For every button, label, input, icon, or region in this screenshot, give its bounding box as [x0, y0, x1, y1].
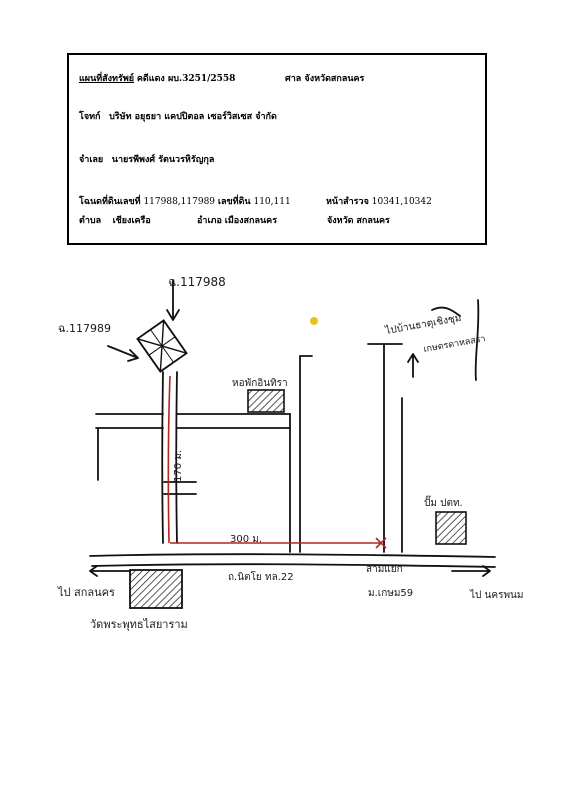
label-to-left: ไป สกลนคร [58, 586, 115, 599]
label-distance-vertical: 170 ม. [173, 449, 184, 482]
deed-label: โฉนดที่ดินเลขที่ [79, 197, 141, 207]
district-name: เมืองสกลนคร [224, 216, 278, 226]
province-line [327, 213, 390, 227]
label-temple: วัดพระพุทธไสยาราม [90, 618, 188, 631]
arrow-left [90, 566, 130, 576]
property-info-box [67, 53, 487, 245]
district-label: อำเภอ [197, 216, 222, 226]
label-soi: ม.เกษม59 [368, 588, 414, 599]
province-name: สกลนคร [356, 216, 390, 226]
label-deed-top: ฉ.117988 [168, 275, 226, 289]
defendant-name: นายรพีพงศ์ รัตนวรหิรัญกุล [111, 155, 215, 165]
survey-no: 10341,10342 [371, 197, 432, 207]
land-no-label: เลขที่ดิน [217, 197, 251, 207]
survey-label: หน้าสำรวจ [326, 197, 369, 207]
label-to-top-right-2: เกษตรดาหลสรา [422, 334, 487, 355]
land-no: 110,111 [253, 197, 291, 207]
survey-line [326, 194, 432, 208]
lane-left-edge [162, 372, 163, 543]
map-title: แผนที่สังทรัพย์ [79, 74, 135, 84]
arrow-up-right [408, 354, 418, 377]
deed-line [79, 194, 291, 208]
court-name: ศาล จังหวัดสกลนคร [285, 74, 365, 84]
plaintiff-line [79, 109, 277, 123]
arrow-to-property [108, 346, 138, 361]
plaintiff-label: โจทก์ [79, 112, 101, 122]
main-road-top-edge [90, 554, 495, 557]
label-to-top-right: ไปบ้านธาตุเชิงชุม [384, 312, 463, 337]
dormitory-building [248, 390, 284, 412]
label-to-right: ไป นครพนม [470, 590, 524, 601]
province-label: จังหวัด [327, 216, 354, 226]
label-gas-station: ปั๊ม ปตท. [424, 498, 463, 509]
defendant-label: จำเลย [79, 155, 104, 165]
distance-line-vertical [168, 376, 170, 543]
label-deed-left: ฉ.117989 [58, 322, 111, 335]
temple-building [130, 570, 182, 608]
gas-station-building [436, 512, 466, 544]
defendant-line [79, 152, 214, 166]
location-map [0, 260, 566, 660]
label-dormitory: หอพักอินทิรา [232, 378, 288, 389]
deed-numbers: 117988,117989 [143, 197, 216, 207]
title-line [79, 71, 235, 85]
case-number: คดีแดง ผบ.3251/2558 [136, 74, 236, 84]
label-road-name: ถ.นิตโย ทล.22 [228, 572, 294, 583]
right-road-top [368, 344, 402, 356]
subdistrict-name: เชียงเครือ [112, 216, 151, 226]
property-parcel [137, 320, 186, 371]
subdistrict-line [79, 213, 151, 227]
arrow-right [452, 566, 490, 576]
location-pin-icon [310, 317, 318, 325]
district-line [197, 213, 277, 227]
label-distance-horizontal: 300 ม. [230, 534, 263, 545]
plaintiff-name: บริษัท อยุธยา แคปปิตอล เซอร์วิสเซส จำกัด [109, 112, 277, 122]
label-intersection: สามแยก [366, 564, 403, 575]
main-road-bottom-edge [92, 564, 495, 567]
subdistrict-label: ตำบล [79, 216, 102, 226]
